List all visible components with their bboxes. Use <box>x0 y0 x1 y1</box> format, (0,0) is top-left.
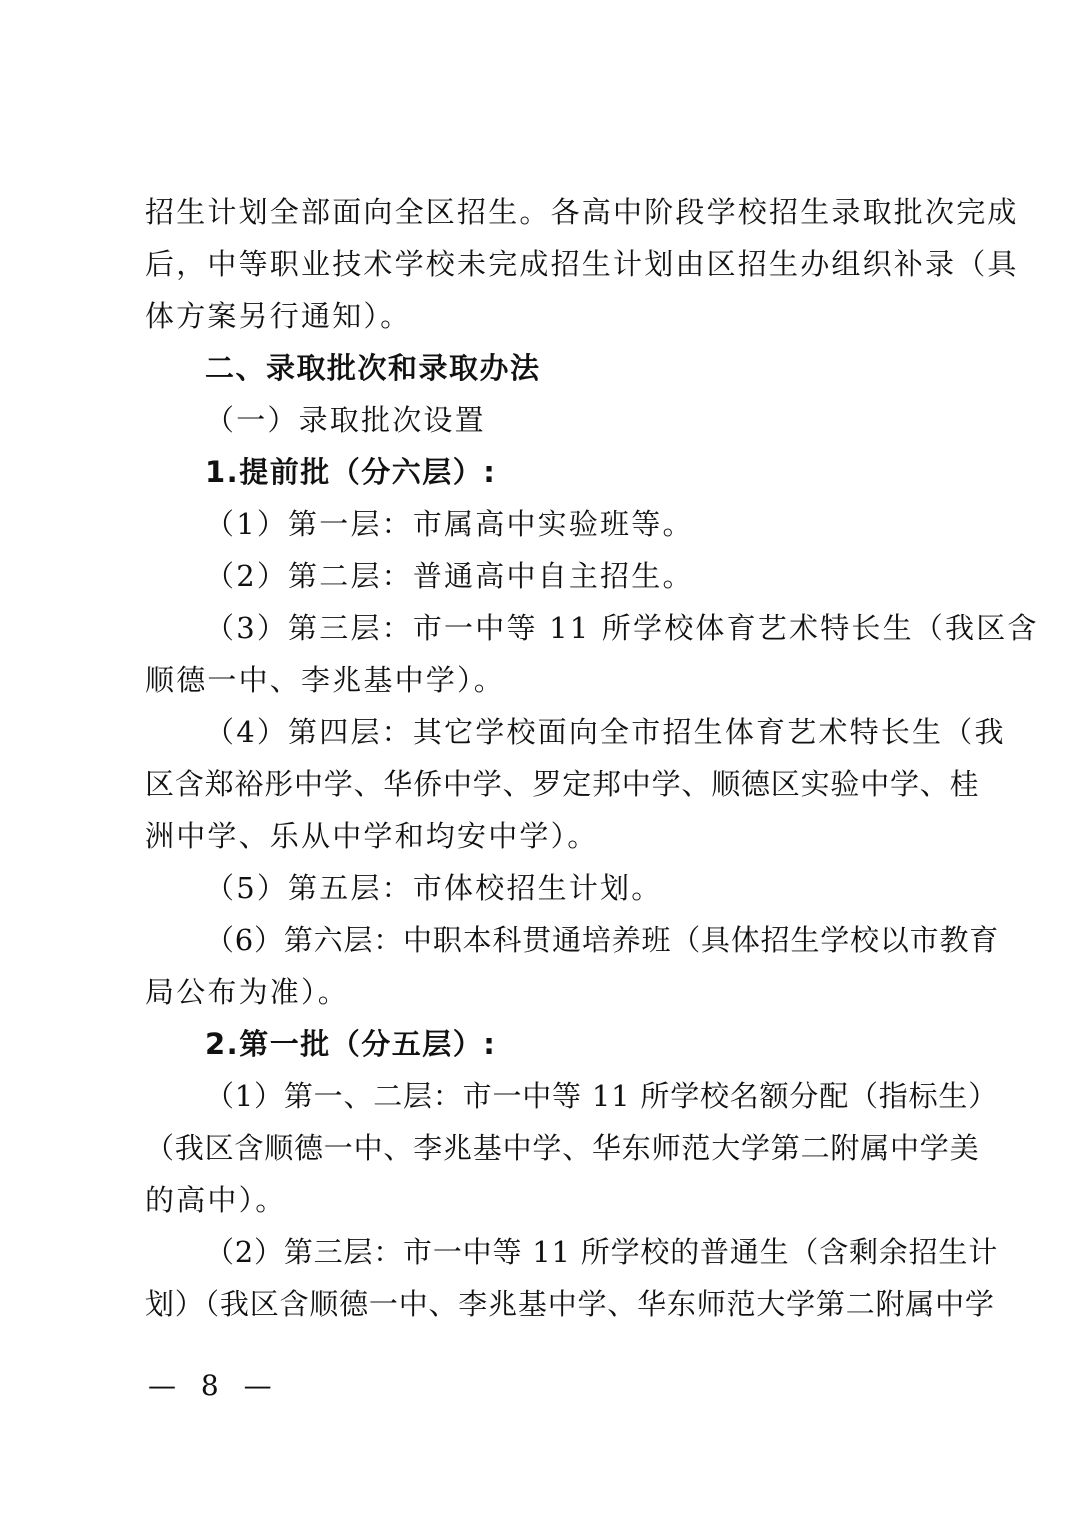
paragraph-line: （2）第二层：普通高中自主招生。 <box>205 559 694 593</box>
section-heading: 二、录取批次和录取办法 <box>205 351 541 385</box>
paragraph-line: （5）第五层：市体校招生计划。 <box>205 871 663 905</box>
paragraph-line: 洲中学、乐从中学和均安中学）。 <box>145 819 599 853</box>
paragraph-line: 顺德一中、李兆基中学）。 <box>145 663 505 697</box>
paragraph-line: （1）第一层：市属高中实验班等。 <box>205 507 694 541</box>
paragraph-line: （2）第三层：市一中等 11 所学校的普通生（含剩余招生计 <box>205 1235 998 1269</box>
paragraph-line: 划）（我区含顺德一中、李兆基中学、华东师范大学第二附属中学 <box>145 1287 995 1321</box>
paragraph-line: 局公布为准）。 <box>145 975 349 1009</box>
item-heading: 2.第一批（分五层）: <box>205 1027 497 1061</box>
item-heading: 1.提前批（分六层）: <box>205 455 497 489</box>
paragraph-line: （我区含顺德一中、李兆基中学、华东师范大学第二附属中学美 <box>145 1131 980 1165</box>
paragraph-line: 的高中）。 <box>145 1183 287 1217</box>
paragraph-line: （1）第一、二层：市一中等 11 所学校名额分配（指标生） <box>205 1079 998 1113</box>
paragraph-line: （4）第四层：其它学校面向全市招生体育艺术特长生（我 <box>205 715 1006 749</box>
paragraph-line: 体方案另行通知）。 <box>145 299 412 333</box>
paragraph-line: （3）第三层：市一中等 11 所学校体育艺术特长生（我区含 <box>205 611 1039 645</box>
page-number: — 8 — <box>148 1369 280 1402</box>
paragraph-line: 区含郑裕彤中学、华侨中学、罗定邦中学、顺德区实验中学、桂 <box>145 767 980 801</box>
paragraph-line: 后，中等职业技术学校未完成招生计划由区招生办组织补录（具 <box>145 247 1019 281</box>
paragraph-line: （6）第六层：中职本科贯通培养班（具体招生学校以市教育 <box>205 923 1000 957</box>
subsection-heading: （一）录取批次设置 <box>205 403 486 437</box>
paragraph-line: 招生计划全部面向全区招生。各高中阶段学校招生录取批次完成 <box>145 195 1019 229</box>
